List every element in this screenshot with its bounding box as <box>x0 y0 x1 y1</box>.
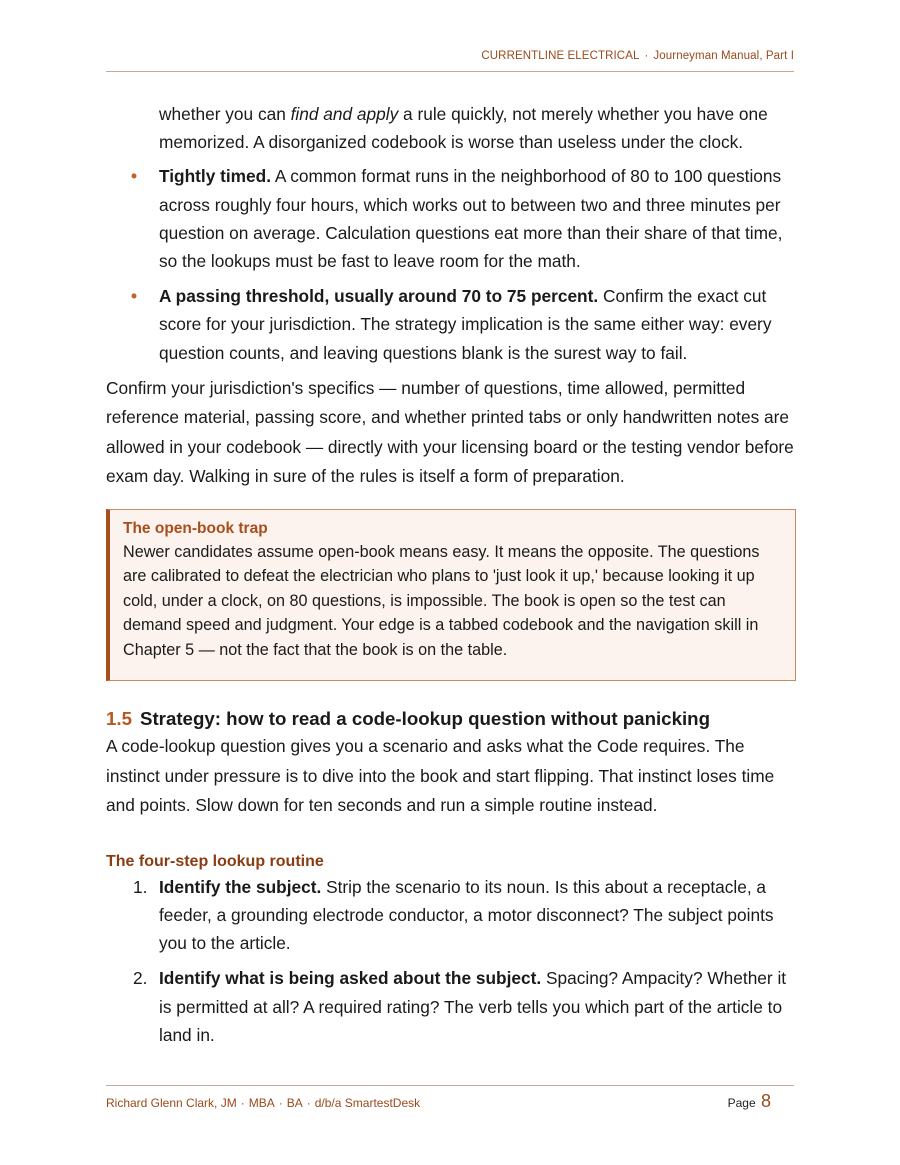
continued-text-start: whether you can <box>159 104 291 124</box>
step-number: 2. <box>133 968 148 989</box>
page-indicator <box>728 1091 771 1112</box>
bullet-lead: A passing threshold, usually around 70 to 75 percent. <box>159 286 599 307</box>
section-heading <box>106 706 796 732</box>
bullet-icon: • <box>131 166 138 187</box>
routine-heading: The four-step lookup routine <box>106 852 324 870</box>
bullet-icon: • <box>131 286 138 307</box>
confirm-paragraph: Confirm your jurisdiction's specifics — number of questions, time allowed, permitted reference material, passing score, and whether printed tabs or only handwritten notes are allowed in your codebook — directly with your licensing board or the testing vendor before exam day. Walking in sure of the rules is itself a form of preparation. <box>106 377 794 487</box>
footer-author <box>106 1096 420 1110</box>
author-name: Richard Glenn Clark, JM <box>106 1096 237 1110</box>
bullet-text: A common format runs in the neighborhood of 80 to 100 questions across roughly four hours, which works out to between two and three minutes per question on average. Calculation questions eat more than their share of that time, so the lookups must be fast to leave room for the math. <box>159 166 783 272</box>
footer-separator: · <box>240 1096 245 1110</box>
page-label: Page <box>727 1096 756 1110</box>
section-intro: A code-lookup question gives you a scenario and asks what the Code requires. The instinct under pressure is to dive into the book and start flipping. That instinct loses time and points. Slow down for ten seconds and run a simple routine instead. <box>106 736 775 816</box>
list-item <box>106 162 796 275</box>
continued-text-end: a rule quickly, not merely whether you have one memorized. A disorganized codebook is worse than useless under the clock. <box>159 104 768 153</box>
callout-box <box>106 509 796 682</box>
credential-mba: MBA <box>248 1096 275 1110</box>
business-name: d/b/a SmartestDesk <box>314 1096 421 1110</box>
continued-text-emphasis: find and apply <box>290 104 399 124</box>
step-number: 1. <box>133 876 148 897</box>
step-text: Strip the scenario to its noun. Is this about a receptacle, a feeder, a grounding electrode conductor, a motor disconnect? The subject points you to the article. <box>159 876 774 954</box>
footer-separator: · <box>278 1096 283 1110</box>
step-lead: Identify the subject. <box>159 876 322 897</box>
header-rule <box>106 71 794 72</box>
exam-features-list <box>106 162 796 366</box>
list-item <box>106 282 796 367</box>
section-title: Strategy: how to read a code-lookup question without panicking <box>139 708 710 730</box>
bullet-text: Confirm the exact cut score for your jurisdiction. The strategy implication is the same either way: every question counts, and leaving questions blank is the surest way to fail. <box>159 286 772 363</box>
list-item <box>106 964 796 1049</box>
callout-body: Newer candidates assume open-book means easy. It means the opposite. The questions are calibrated to defeat the electrician who plans to 'just look it up,' because looking it up cold, under a clock, on 80 questions, is impossible. The book is open so the test can demand speed and judgment. Your edge is a tabbed codebook and the navigation skill in Chapter 5 — not the fact that the book is on the table. <box>123 542 760 659</box>
section-number: 1.5 <box>106 708 132 730</box>
page-number: 8 <box>760 1091 771 1111</box>
page-body <box>106 100 796 1056</box>
continued-paragraph <box>159 100 796 156</box>
header-separator: · <box>644 50 649 62</box>
step-text: Spacing? Ampacity? Whether it is permitted at all? A required rating? The verb tells you which part of the article to land in. <box>159 968 787 1045</box>
running-header <box>106 50 794 62</box>
step-lead: Identify what is being asked about the subject. <box>159 968 542 989</box>
callout-title: The open-book trap <box>123 519 268 537</box>
footer-rule <box>106 1085 794 1086</box>
list-item <box>106 873 796 958</box>
header-company: CURRENTLINE ELECTRICAL <box>481 50 640 62</box>
routine-steps-list <box>106 873 796 1049</box>
footer-separator: · <box>306 1096 311 1110</box>
header-manual-title: Journeyman Manual, Part I <box>653 50 794 62</box>
bullet-lead: Tightly timed. <box>159 166 272 187</box>
credential-ba: BA <box>286 1096 303 1110</box>
